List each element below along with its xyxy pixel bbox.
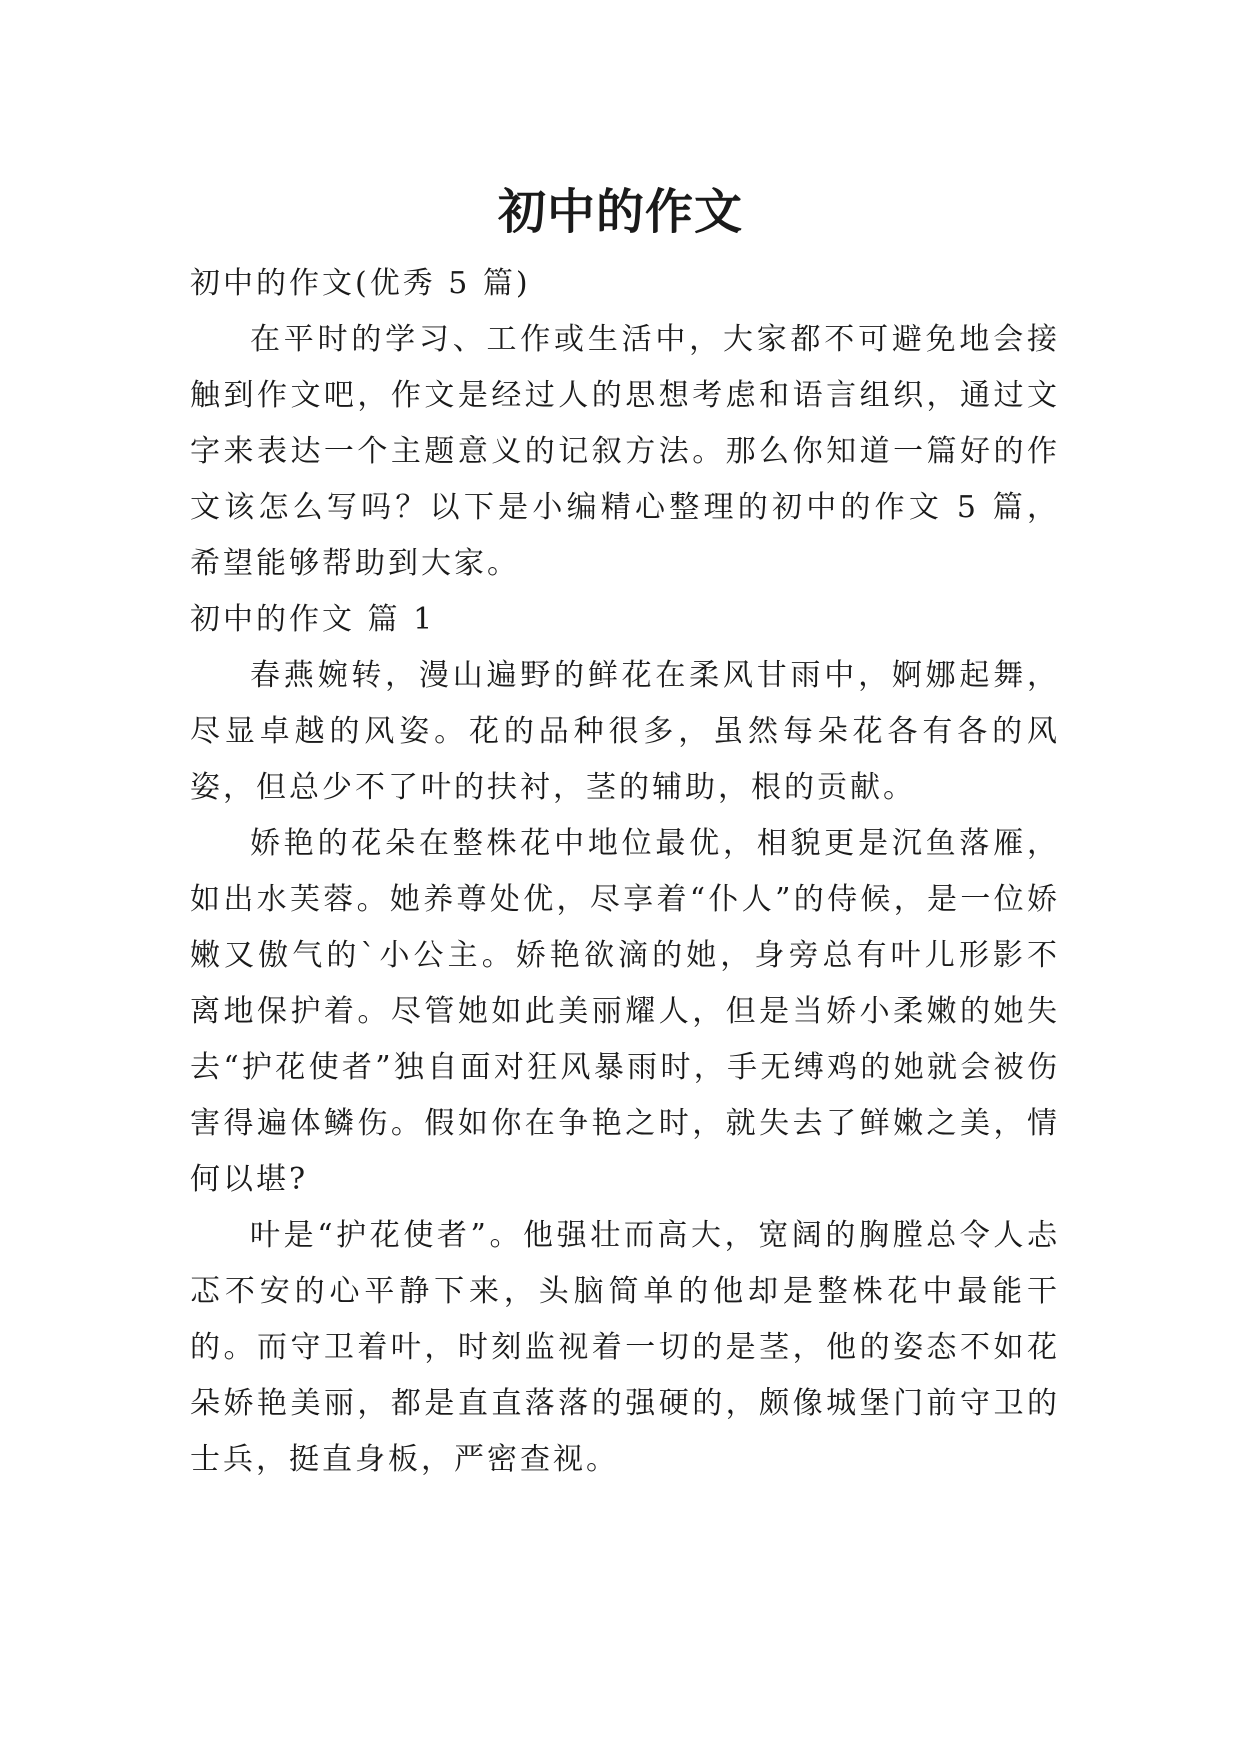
document-body — [190, 256, 1060, 1488]
body-paragraph-2: 娇艳的花朵在整株花中地位最优，相貌更是沉鱼落雁，如出水芙蓉。她养尊处优，尽享着“仆人”的侍候，是一位娇嫩又傲气的`小公主。娇艳欲滴的她，身旁总有叶儿形影不离地保护着。尽管她如此美丽耀人，但是当娇小柔嫩的她失去“护花使者”独自面对狂风暴雨时，手无缚鸡的她就会被伤害得遍体鳞伤。假如你在争艳之时，就失去了鲜嫩之美，情何以堪? — [190, 826, 1060, 1197]
section-heading: 初中的作文 篇 1 — [190, 602, 436, 637]
body-paragraph-1: 春燕婉转，漫山遍野的鲜花在柔风甘雨中，婀娜起舞，尽显卓越的风姿。花的品种很多，虽然每朵花各有各的风姿，但总少不了叶的扶衬，茎的辅助，根的贡献。 — [190, 658, 1060, 805]
body-paragraph-3: 叶是“护花使者”。他强壮而高大，宽阔的胸膛总令人忐忑不安的心平静下来，头脑简单的他却是整株花中最能干的。而守卫着叶，时刻监视着一切的是茎，他的姿态不如花朵娇艳美丽，都是直直落落的强硬的，颇像城堡门前守卫的士兵，挺直身板，严密查视。 — [190, 1218, 1060, 1477]
document-subtitle: 初中的作文(优秀 5 篇) — [190, 266, 531, 301]
intro-paragraph: 在平时的学习、工作或生活中，大家都不可避免地会接触到作文吧，作文是经过人的思想考虑和语言组织，通过文字来表达一个主题意义的记叙方法。那么你知道一篇好的作文该怎么写吗？以下是小编精心整理的初中的作文 5 篇，希望能够帮助到大家。 — [190, 322, 1060, 581]
document-title: 初中的作文 — [497, 184, 743, 241]
